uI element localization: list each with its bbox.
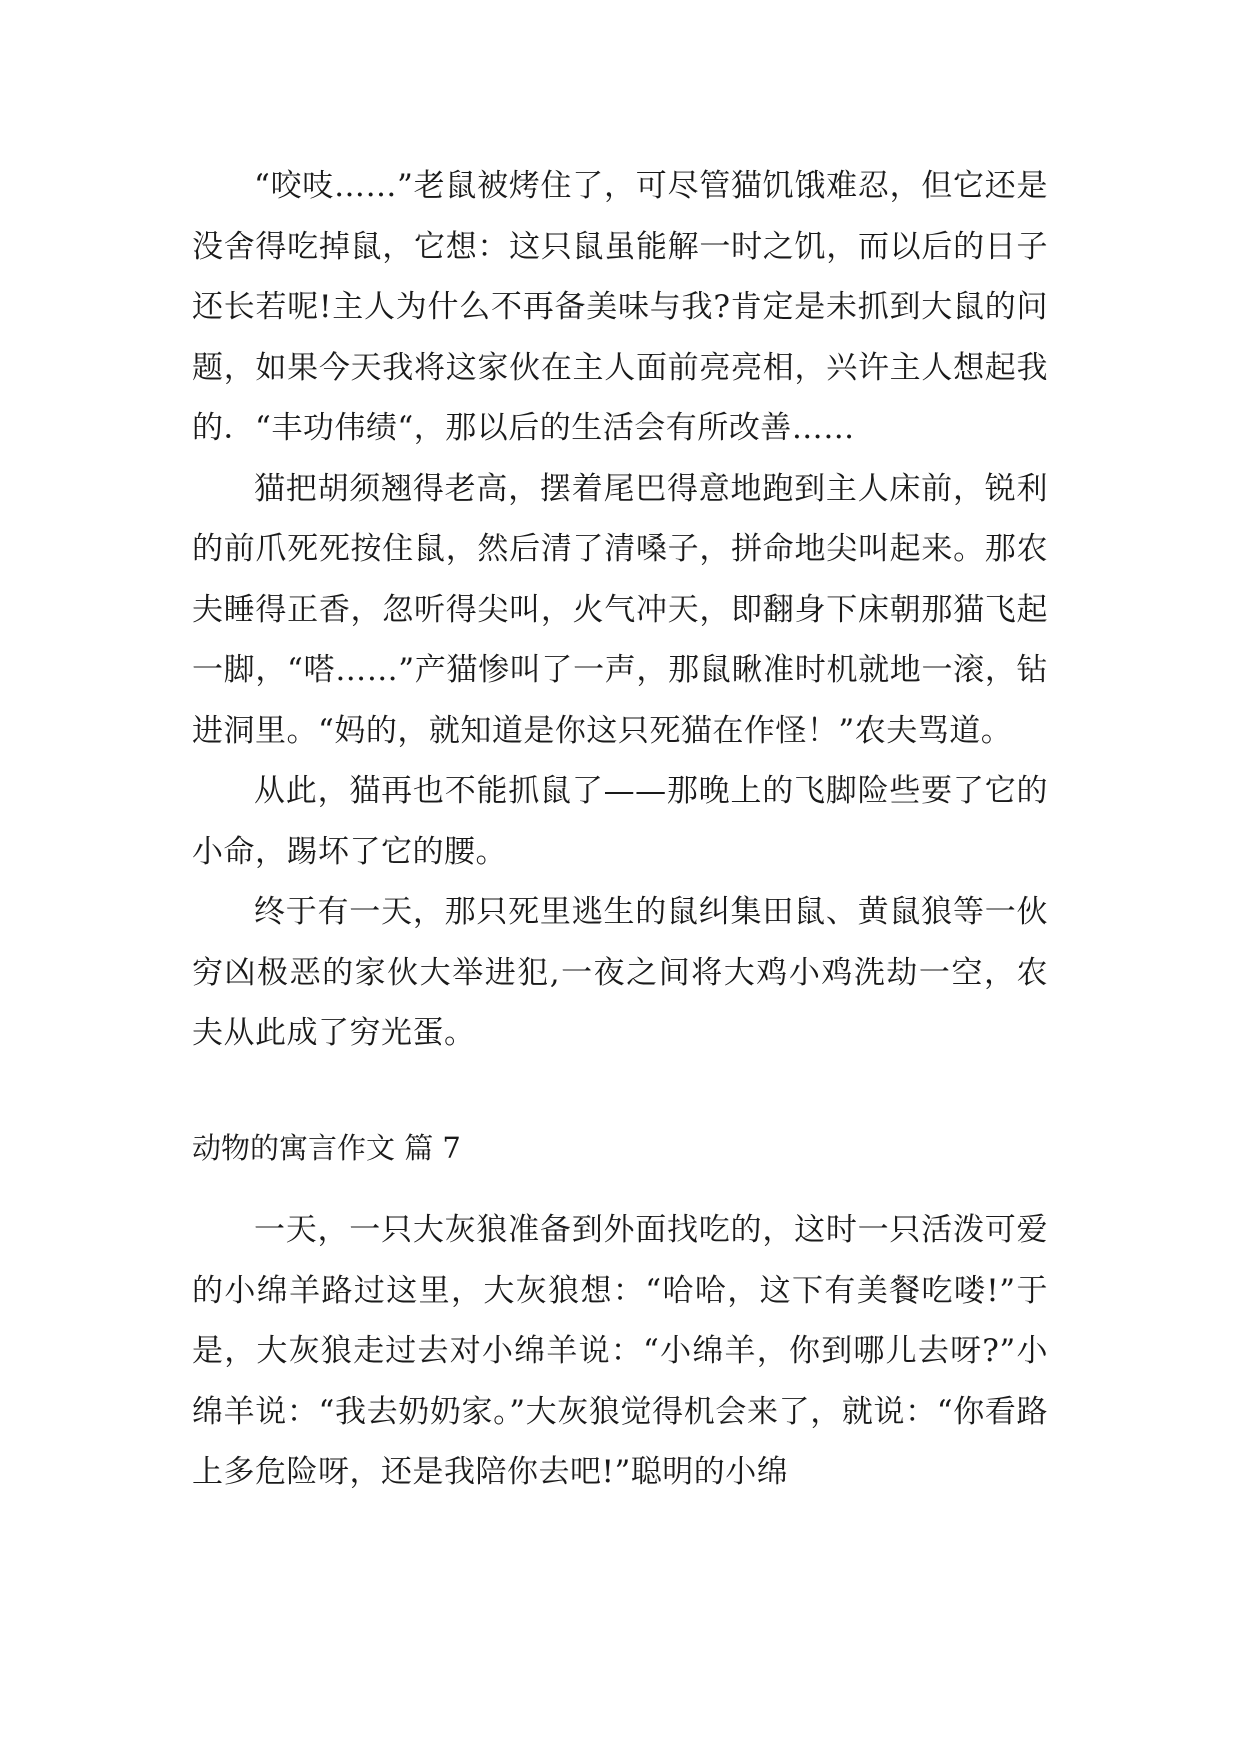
paragraph: 从此，猫再也不能抓鼠了——那晚上的飞脚险些要了它的小命，踢坏了它的腰。 xyxy=(192,773,1048,870)
paragraph: 猫把胡须翘得老高，摆着尾巴得意地跑到主人床前，锐利的前爪死死按住鼠，然后清了清嗓子，拼命地尖叫起来。那农夫睡得正香，忽听得尖叫，火气冲天，即翻身下床朝那猫飞起一脚，“嗒……”产猫惨叫了一声，那鼠瞅准时机就地一滚，钻进洞里。“妈的，就知道是你这只死猫在作怪！”农夫骂道。 xyxy=(192,470,1048,749)
paragraph: “咬吱……”老鼠被烤住了，可尽管猫饥饿难忍，但它还是没舍得吃掉鼠，它想：这只鼠虽能解一时之饥，而以后的日子还长若呢!主人为什么不再备美味与我?肯定是未抓到大鼠的问题，如果今天我将这家伙在主人面前亮亮相，兴许主人想起我的．“丰功伟绩“，那以后的生活会有所改善…… xyxy=(192,168,1048,446)
section-heading: 动物的寓言作文 篇 7 xyxy=(192,1131,461,1165)
paragraph: 一天，一只大灰狼准备到外面找吃的，这时一只活泼可爱的小绵羊路过这里，大灰狼想：“哈哈，这下有美餐吃喽!”于是，大灰狼走过去对小绵羊说：“小绵羊，你到哪儿去呀?”小绵羊说：“我去奶奶家。”大灰狼觉得机会来了，就说：“你看路上多危险呀，还是我陪你去吧!”聪明的小绵 xyxy=(192,1212,1048,1490)
story-body-part-2 xyxy=(192,1200,1048,1503)
paragraph: 终于有一天，那只死里逃生的鼠纠集田鼠、黄鼠狼等一伙穷凶极恶的家伙大举进犯,一夜之间将大鸡小鸡洗劫一空，农夫从此成了穷光蛋。 xyxy=(192,894,1048,1051)
story-body-part-1 xyxy=(192,156,1048,1064)
